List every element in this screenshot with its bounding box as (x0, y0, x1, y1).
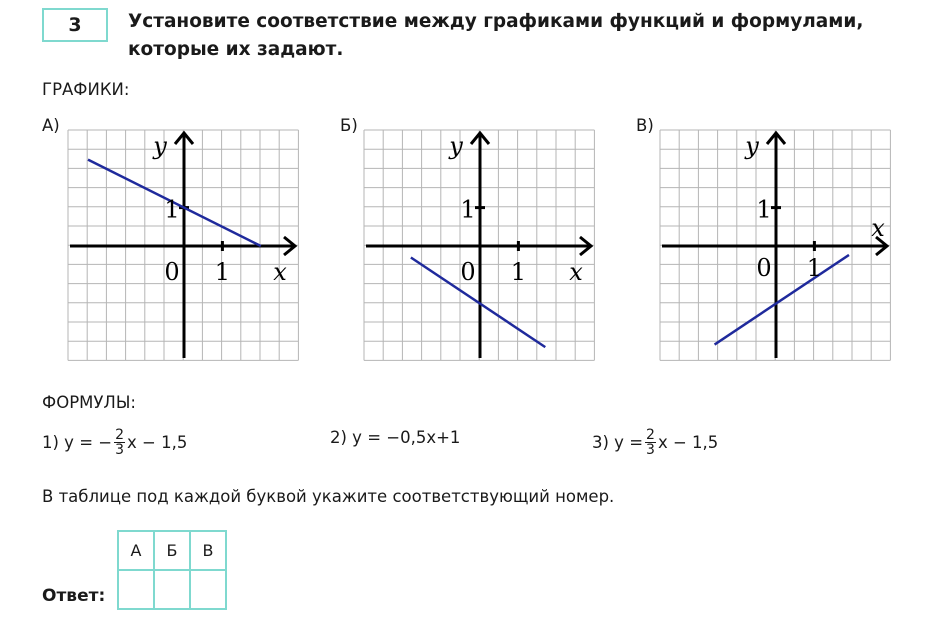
answer-label: Ответ: (42, 586, 106, 606)
answer-cell-a[interactable] (118, 570, 154, 609)
answer-header-a: А (118, 531, 154, 570)
x-axis-label: x (569, 258, 583, 286)
graph-b (364, 130, 596, 362)
formula-2-text: 2) y = −0,5x+1 (330, 428, 461, 447)
y-tick-label: 1 (756, 195, 772, 224)
formula-2 (330, 428, 460, 447)
formula-3 (592, 428, 718, 457)
x-axis-label: x (871, 214, 885, 242)
fraction: $\frac{2}{3}$ (646, 427, 655, 458)
graph-a-label: А) (42, 116, 60, 135)
function-line (715, 255, 849, 345)
answer-header-b: Б (154, 531, 190, 570)
answer-cell-c[interactable] (190, 570, 226, 609)
instruction: В таблице под каждой буквой укажите соответствующий номер. (42, 487, 615, 506)
formula-1-prefix: 1) y = − (42, 433, 113, 452)
x-tick-label: 1 (214, 258, 231, 286)
y-axis-label: y (449, 132, 463, 160)
task-number-badge: 3 (42, 8, 108, 42)
formula-1-suffix: x − 1,5 (127, 433, 188, 452)
y-tick-label: 1 (164, 195, 180, 224)
origin-label: 0 (756, 254, 772, 282)
formula-3-suffix: x − 1,5 (657, 433, 719, 452)
x-tick-label: 1 (510, 258, 527, 286)
x-tick-label: 1 (806, 254, 823, 282)
answer-cell-b[interactable] (154, 570, 190, 609)
fraction: $\frac{2}{3}$ (115, 427, 125, 458)
x-axis-label: x (273, 258, 287, 286)
title-line-2: которые их задают. (128, 39, 344, 60)
y-tick-label: 1 (460, 195, 476, 224)
graph-a (68, 130, 300, 362)
graph-c-label: В) (636, 116, 654, 135)
title-line-1: Установите соответствие между графиками функций и формулами, (128, 11, 864, 32)
formula-3-prefix: 3) y = (592, 433, 644, 452)
formulas-heading: ФОРМУЛЫ: (42, 393, 136, 412)
graph-b-label: Б) (340, 116, 358, 135)
y-axis-label: y (153, 132, 167, 160)
graph-c (660, 130, 892, 362)
task-title (128, 8, 888, 64)
origin-label: 0 (460, 258, 476, 286)
y-axis-label: y (745, 132, 759, 160)
formula-1 (42, 428, 187, 457)
answer-header-c: В (190, 531, 226, 570)
origin-label: 0 (164, 258, 180, 286)
answer-table (117, 530, 227, 610)
graphs-heading: ГРАФИКИ: (42, 80, 130, 99)
